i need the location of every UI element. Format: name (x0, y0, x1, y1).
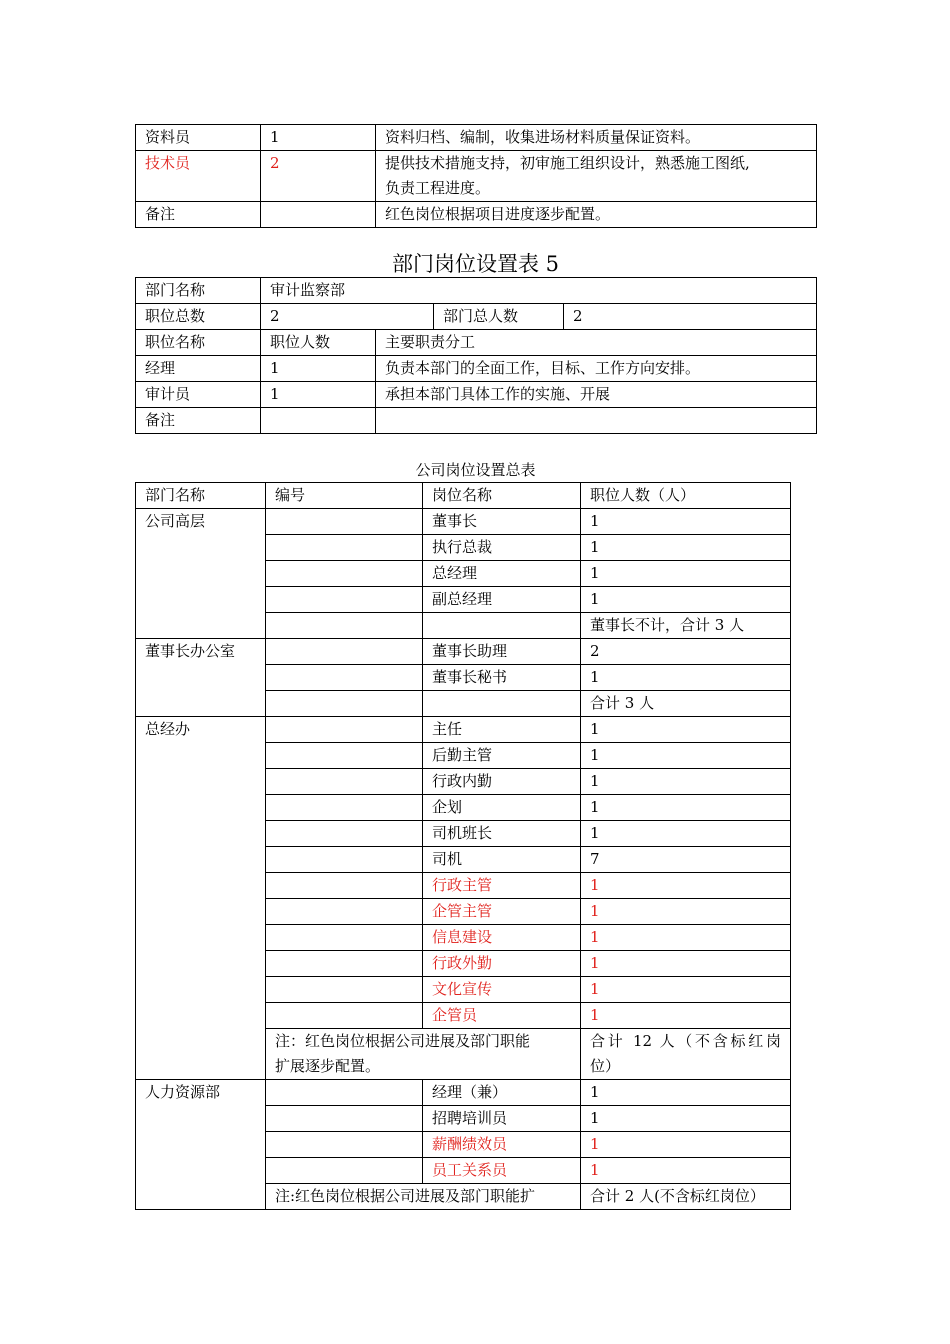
note-line: 扩展逐步配置。 (275, 1057, 381, 1075)
code-cell (266, 925, 423, 951)
table5-title: 部门岗位设置表 5 (391, 252, 560, 276)
code-cell (266, 1080, 423, 1106)
position-count: 1 (261, 356, 376, 382)
total-line: 合计 12 人（不含标红岗 (590, 1032, 781, 1050)
position-name: 企管员 (423, 1003, 581, 1029)
position-name: 主任 (423, 717, 581, 743)
position-name: 执行总裁 (423, 535, 581, 561)
dept-name: 总经办 (136, 717, 266, 1080)
code-cell (266, 587, 423, 613)
position-name: 企划 (423, 795, 581, 821)
position-name: 经理 (136, 356, 261, 382)
table-row (136, 125, 817, 151)
position-name: 董事长助理 (423, 639, 581, 665)
dept-label: 部门名称 (136, 278, 261, 304)
header-code: 编号 (266, 483, 423, 509)
table-row (136, 304, 817, 330)
position-count: 1 (581, 1106, 791, 1132)
position-name: 董事长秘书 (423, 665, 581, 691)
total-people-label: 部门总人数 (434, 304, 564, 330)
position-name: 总经理 (423, 561, 581, 587)
note-line: 注：红色岗位根据公司进展及部门职能 (275, 1032, 531, 1050)
position-name (423, 691, 581, 717)
position-count: 1 (581, 925, 791, 951)
table-header-row (136, 330, 817, 356)
position-name: 行政内勤 (423, 769, 581, 795)
position-duty: 承担本部门具体工作的实施、开展 (376, 382, 817, 408)
total-people-value: 2 (564, 304, 817, 330)
position-duty (376, 408, 817, 434)
position-count: 1 (581, 795, 791, 821)
position-count: 1 (581, 977, 791, 1003)
position-duty (376, 151, 817, 202)
duty-line: 提供技术措施支持，初审施工组织设计，熟悉施工图纸, (385, 154, 750, 172)
position-name: 行政主管 (423, 873, 581, 899)
position-name: 薪酬绩效员 (423, 1132, 581, 1158)
table-top (135, 124, 817, 228)
position-duty: 负责本部门的全面工作，目标、工作方向安排。 (376, 356, 817, 382)
header-count: 职位人数（人） (581, 483, 791, 509)
position-count: 1 (581, 561, 791, 587)
position-count: 2 (261, 151, 376, 202)
position-duty: 红色岗位根据项目进度逐步配置。 (376, 202, 817, 228)
header-dept: 部门名称 (136, 483, 266, 509)
position-name: 后勤主管 (423, 743, 581, 769)
position-count: 1 (581, 769, 791, 795)
header-name: 职位名称 (136, 330, 261, 356)
code-cell (266, 717, 423, 743)
dept-name: 人力资源部 (136, 1080, 266, 1210)
code-cell (266, 1003, 423, 1029)
code-cell (266, 821, 423, 847)
position-name: 信息建设 (423, 925, 581, 951)
total-positions-value: 2 (261, 304, 434, 330)
table-5 (135, 277, 817, 434)
duty-line: 负责工程进度。 (385, 179, 491, 197)
position-name: 副总经理 (423, 587, 581, 613)
position-name: 备注 (136, 408, 261, 434)
position-count: 1 (581, 509, 791, 535)
code-cell (266, 665, 423, 691)
table-row (136, 408, 817, 434)
table-row (136, 509, 791, 535)
position-name: 司机班长 (423, 821, 581, 847)
dept-total (581, 1029, 791, 1080)
position-count: 7 (581, 847, 791, 873)
code-cell (266, 795, 423, 821)
code-cell (266, 639, 423, 665)
dept-total: 合计 3 人 (581, 691, 791, 717)
position-count: 1 (581, 743, 791, 769)
dept-name: 公司高层 (136, 509, 266, 639)
code-cell (266, 769, 423, 795)
code-cell (266, 1158, 423, 1184)
position-count: 1 (581, 1158, 791, 1184)
dept-note: 注:红色岗位根据公司进展及部门职能扩 (266, 1184, 581, 1210)
code-cell (266, 1132, 423, 1158)
position-count (261, 408, 376, 434)
dept-total: 董事长不计，合计 3 人 (581, 613, 791, 639)
code-cell (266, 691, 423, 717)
position-count: 1 (581, 1003, 791, 1029)
position-name: 经理（兼） (423, 1080, 581, 1106)
table-row (136, 1080, 791, 1106)
table-row (136, 717, 791, 743)
position-name: 文化宣传 (423, 977, 581, 1003)
code-cell (266, 1106, 423, 1132)
code-cell (266, 977, 423, 1003)
position-count: 1 (581, 873, 791, 899)
code-cell (266, 561, 423, 587)
code-cell (266, 535, 423, 561)
position-name: 员工关系员 (423, 1158, 581, 1184)
position-name: 招聘培训员 (423, 1106, 581, 1132)
position-count: 1 (581, 1080, 791, 1106)
code-cell (266, 951, 423, 977)
position-name: 资料员 (136, 125, 261, 151)
table-row (136, 382, 817, 408)
table-row (136, 639, 791, 665)
code-cell (266, 873, 423, 899)
table-row (136, 356, 817, 382)
position-count: 1 (581, 717, 791, 743)
total-line: 位） (590, 1057, 621, 1075)
position-name (423, 613, 581, 639)
summary-title: 公司岗位设置总表 (415, 461, 536, 479)
position-count: 1 (581, 821, 791, 847)
header-count: 职位人数 (261, 330, 376, 356)
position-count (261, 202, 376, 228)
header-position: 岗位名称 (423, 483, 581, 509)
code-cell (266, 509, 423, 535)
position-name: 技术员 (136, 151, 261, 202)
position-count: 1 (581, 665, 791, 691)
dept-name: 董事长办公室 (136, 639, 266, 717)
position-count: 1 (581, 535, 791, 561)
position-name: 司机 (423, 847, 581, 873)
position-count: 1 (261, 382, 376, 408)
code-cell (266, 847, 423, 873)
dept-value: 审计监察部 (261, 278, 817, 304)
position-name: 行政外勤 (423, 951, 581, 977)
position-count: 1 (581, 899, 791, 925)
total-positions-label: 职位总数 (136, 304, 261, 330)
table-row (136, 278, 817, 304)
position-name: 董事长 (423, 509, 581, 535)
position-count: 2 (581, 639, 791, 665)
position-count: 1 (261, 125, 376, 151)
summary-table (135, 482, 791, 1210)
code-cell (266, 613, 423, 639)
table-row (136, 202, 817, 228)
position-name: 备注 (136, 202, 261, 228)
position-name: 审计员 (136, 382, 261, 408)
position-count: 1 (581, 587, 791, 613)
code-cell (266, 743, 423, 769)
position-duty: 资料归档、编制，收集进场材料质量保证资料。 (376, 125, 817, 151)
header-duty: 主要职责分工 (376, 330, 817, 356)
table-row (136, 151, 817, 202)
code-cell (266, 899, 423, 925)
dept-note (266, 1029, 581, 1080)
position-count: 1 (581, 951, 791, 977)
position-count: 1 (581, 1132, 791, 1158)
dept-total: 合计 2 人(不含标红岗位） (581, 1184, 791, 1210)
table-header-row (136, 483, 791, 509)
position-name: 企管主管 (423, 899, 581, 925)
